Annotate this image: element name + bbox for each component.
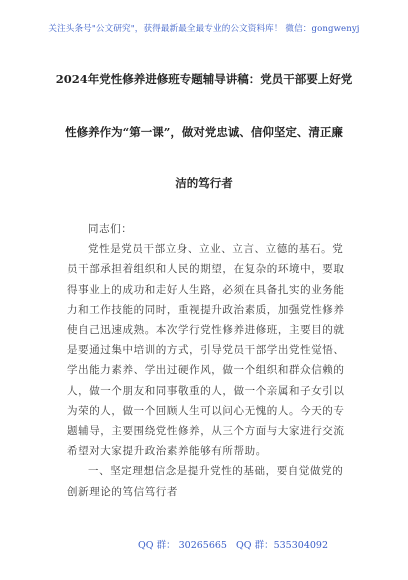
qq-group-1: QQ 群： 30265665 xyxy=(138,540,227,551)
document-title-line-3: 洁的笃行者 xyxy=(175,176,233,190)
header-note: 关注头条号"公文研究"，获得最新最全最专业的公文资料库！ 微信：gongwenyj xyxy=(48,24,360,34)
section-heading: 一、坚定理想信念是提升党性的基础，要自觉做党的创新理论的笃信笃行者 xyxy=(67,465,344,498)
document-body xyxy=(67,219,349,502)
qq-group-2: QQ 群：535304092 xyxy=(236,540,328,551)
document-title-line-2: 性修养作为“第一课”，做对党忠诚、信仰坚定、清正廉 xyxy=(65,125,343,139)
salutation: 同志们： xyxy=(88,223,133,235)
document-title-line-1: 2024年党性修养进修班专题辅导讲稿：党员干部要上好党 xyxy=(55,72,353,86)
paragraph: 党性是党员干部立身、立业、立言、立德的基石。党员干部承担着组织和人民的期望，在复杂的环境中，要取得事业上的成功和走好人生路，必须在具备扎实的业务能力和工作技能的同时，重视提升政治素质，加强党性修养使自己迅速成熟。本次学行党性修养进修班，主要目的就是要通过集中培训的方式，引导党员干部学出党性觉悟、学出能力素养、学出过硬作风，做一个组织和群众信赖的人，做一个朋友和同事敬重的人，做一个亲属和子女引以为荣的人，做一个回顾人生可以问心无愧的人。今天的专题辅导，主要围绕党性修养，从三个方面与大家进行交流希望对大家提升政治素养能够有所帮助。 xyxy=(67,243,345,458)
